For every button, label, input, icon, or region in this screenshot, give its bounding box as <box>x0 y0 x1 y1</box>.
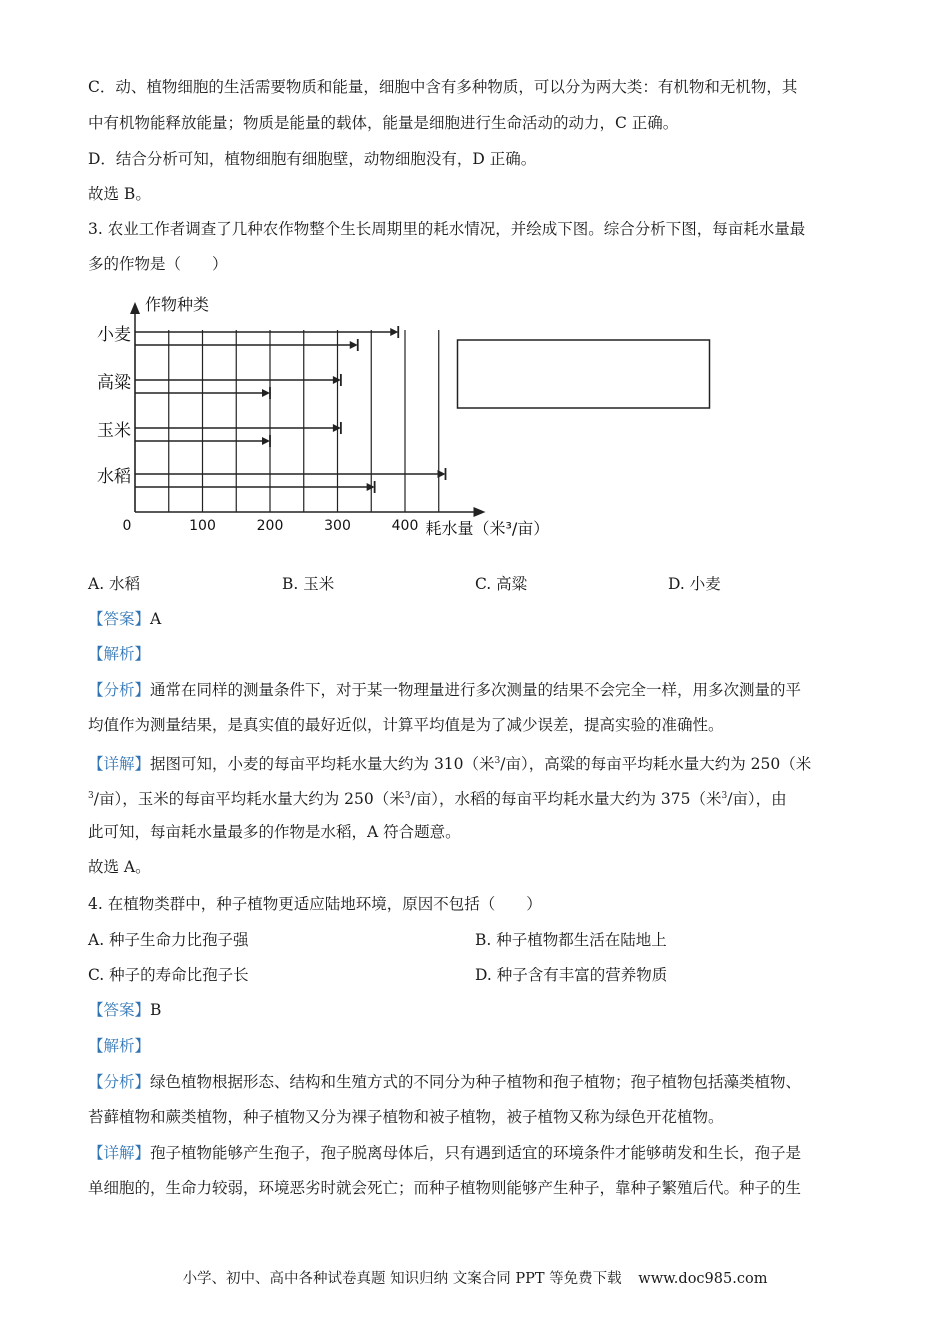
category-label: 高粱 <box>97 373 131 393</box>
detail-line <box>88 1142 801 1164</box>
detail-text: /亩），玉米的每亩平均耗水量大约为 250（米 <box>93 790 405 809</box>
superscript: 3 <box>494 756 501 766</box>
answer-line <box>88 999 161 1021</box>
max-arrow-head <box>438 470 446 478</box>
legend-note-box <box>458 340 710 408</box>
detail-text: 孢子植物能够产生孢子，孢子脱离母体后，只有遇到适宜的环境条件才能够萌发和生长，孢子是 <box>150 1144 802 1162</box>
category-label: 小麦 <box>97 325 131 345</box>
superscript: 3 <box>404 791 411 801</box>
detail-line: 此可知，每亩耗水量最多的作物是水稻，A 符合题意。 <box>88 823 461 841</box>
x-tick-label: 100 <box>189 518 216 534</box>
x-tick-label: 300 <box>324 518 351 534</box>
analysis-tag: 【解析】 <box>88 1037 151 1055</box>
xiangjie-tag: 【详解】 <box>88 755 151 774</box>
x-tick-label: 400 <box>391 518 419 534</box>
min-arrow-head <box>367 483 375 491</box>
text-line: D．结合分析可知，植物细胞有细胞壁，动物细胞没有，D 正确。 <box>88 150 537 168</box>
xiangjie-tag: 【详解】 <box>88 1144 151 1162</box>
answer-tag: 【答案】 <box>88 610 151 628</box>
analysis-line: 苔藓植物和蕨类植物，种子植物又分为裸子植物和被子植物，被子植物又称为绿色开花植物。 <box>88 1108 724 1126</box>
max-arrow-head <box>333 376 341 384</box>
answer-line <box>88 608 161 630</box>
min-arrow-head <box>262 437 270 445</box>
y-axis-title: 作物种类 <box>145 295 210 314</box>
option-c[interactable]: C. 高粱 <box>475 575 528 593</box>
category-label: 水稻 <box>97 467 131 487</box>
option-b[interactable]: B. 玉米 <box>282 575 335 593</box>
footer-text: 小学、初中、高中各种试卷真题 知识归纳 文案合同 PPT 等免费下载 <box>182 1271 622 1287</box>
option-d[interactable]: D. 小麦 <box>668 575 721 593</box>
detail-text: 据图可知，小麦的每亩平均耗水量大约为 310（米 <box>150 755 495 774</box>
detail-line <box>88 750 811 775</box>
fenxi-tag: 【分析】 <box>88 681 151 699</box>
chart-grid <box>135 330 439 512</box>
x-tick-label: 200 <box>256 518 284 534</box>
detail-text: /亩），高粱的每亩平均耗水量大约为 250（米 <box>500 755 812 774</box>
chart-axes <box>130 302 486 517</box>
text-line: 故选 A。 <box>88 858 151 876</box>
detail-text: /亩），由 <box>727 790 787 809</box>
option-a[interactable]: A. 水稻 <box>88 575 141 593</box>
detail-line <box>88 785 787 810</box>
answer-value: B <box>150 1001 162 1019</box>
chart-marks <box>135 326 446 493</box>
water-consumption-chart <box>90 290 590 550</box>
analysis-line: 均值作为测量结果，是真实值的最好近似，计算平均值是为了减少误差，提高实验的准确性。 <box>88 716 724 734</box>
max-arrow-head <box>390 328 398 336</box>
fenxi-tag: 【分析】 <box>88 1073 151 1091</box>
superscript: 3 <box>88 791 94 801</box>
min-arrow-head <box>350 341 358 349</box>
fenxi-text: 通常在同样的测量条件下，对于某一物理量进行多次测量的结果不会完全一样，用多次测量的平 <box>150 681 802 699</box>
analysis-line <box>88 1071 801 1093</box>
answer-tag: 【答案】 <box>88 1001 151 1019</box>
page-footer <box>0 1268 950 1290</box>
text-line: 故选 B。 <box>88 185 151 203</box>
option-c[interactable]: C. 种子的寿命比孢子长 <box>88 966 249 984</box>
x-tick-label: 0 <box>122 518 132 534</box>
option-d[interactable]: D. 种子含有丰富的营养物质 <box>475 966 668 984</box>
x-axis-title: 耗水量（米³/亩） <box>425 519 550 538</box>
x-axis-arrow <box>474 507 486 517</box>
min-arrow-head <box>262 389 270 397</box>
y-axis-arrow <box>130 302 140 314</box>
answer-value: A <box>150 610 162 628</box>
detail-line: 单细胞的，生命力较弱，环境恶劣时就会死亡；而种子植物则能够产生种子，靠种子繁殖后代。种子的生 <box>88 1179 802 1197</box>
question-3-stem: 多的作物是（ ） <box>88 255 228 273</box>
superscript: 3 <box>721 791 728 801</box>
max-arrow-head <box>333 424 341 432</box>
analysis-line <box>88 679 801 701</box>
option-a[interactable]: A. 种子生命力比孢子强 <box>88 931 249 949</box>
footer-link[interactable]: www.doc985.com <box>638 1271 768 1287</box>
analysis-tag: 【解析】 <box>88 645 151 663</box>
option-b[interactable]: B. 种子植物都生活在陆地上 <box>475 931 667 949</box>
question-3-stem: 3. 农业工作者调查了几种农作物整个生长周期里的耗水情况，并绘成下图。综合分析下图，每亩耗水量最 <box>88 220 806 238</box>
text-line: 中有机物能释放能量；物质是能量的载体，能量是细胞进行生命活动的动力，C 正确。 <box>88 114 679 132</box>
detail-text: /亩），水稻的每亩平均耗水量大约为 375（米 <box>410 790 722 809</box>
text-line: C．动、植物细胞的生活需要物质和能量，细胞中含有多种物质，可以分为两大类：有机物和无机物，其 <box>88 78 798 96</box>
question-4-stem: 4. 在植物类群中，种子植物更适应陆地环境，原因不包括（ ） <box>88 895 542 913</box>
fenxi-text: 绿色植物根据形态、结构和生殖方式的不同分为种子植物和孢子植物；孢子植物包括藻类植物、 <box>150 1073 802 1091</box>
category-label: 玉米 <box>97 421 131 441</box>
